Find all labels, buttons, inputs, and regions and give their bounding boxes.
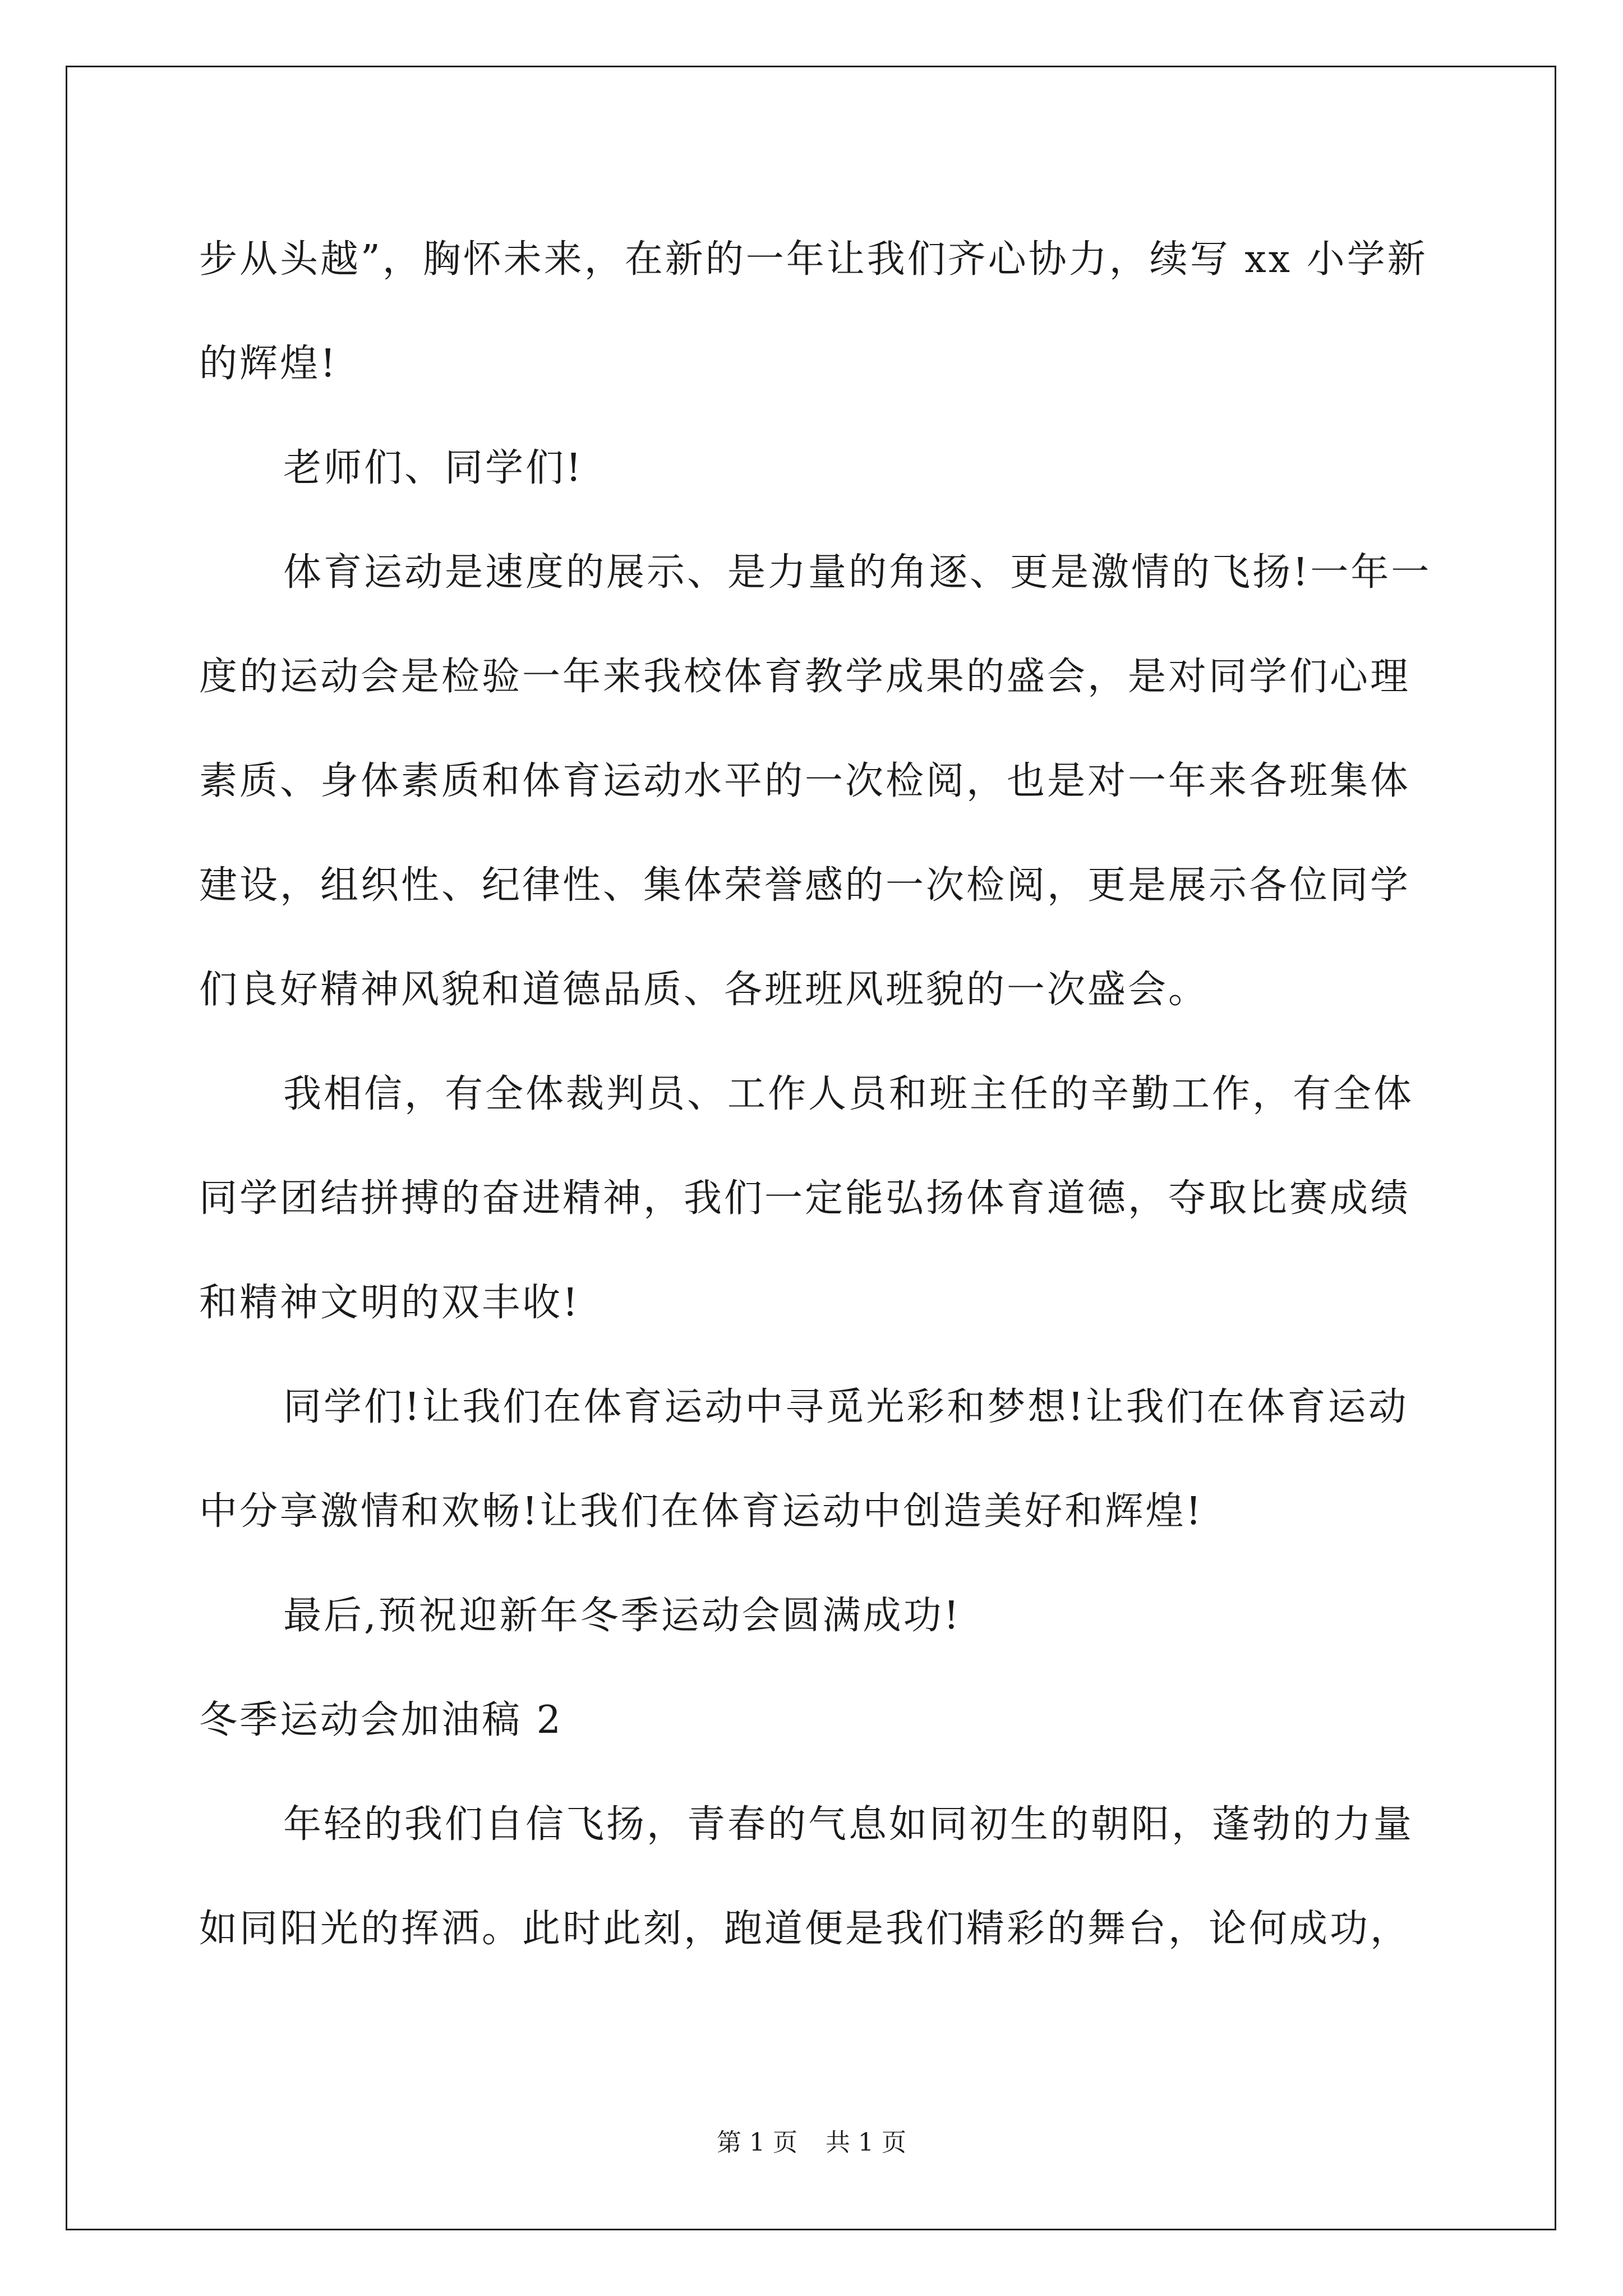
page-footer xyxy=(0,2126,1623,2160)
page-total: 共 1 页 xyxy=(826,2128,906,2157)
text-line: 同学团结拼搏的奋进精神，我们一定能弘扬体育道德，夺取比赛成绩 xyxy=(199,1176,1411,1221)
paragraph-start-line: 体育运动是速度的展示、是力量的角逐、更是激情的飞扬!一年一 xyxy=(283,550,1432,595)
text-line: 和精神文明的双丰收! xyxy=(199,1281,580,1325)
paragraph-start-line: 我相信，有全体裁判员、工作人员和班主任的辛勤工作，有全体 xyxy=(283,1072,1414,1116)
text-line: 素质、身体素质和体育运动水平的一次检阅，也是对一年来各班集体 xyxy=(199,759,1411,803)
greeting-line: 老师们、同学们! xyxy=(283,446,584,490)
section-heading: 冬季运动会加油稿 2 xyxy=(199,1698,563,1742)
text-line: 如同阳光的挥洒。此时此刻，跑道便是我们精彩的舞台，论何成功， xyxy=(199,1907,1411,1951)
document-body xyxy=(199,208,1433,1981)
page-number: 第 1 页 xyxy=(717,2128,797,2157)
text-line: 的辉煌! xyxy=(199,342,338,386)
text-line: 们良好精神风貌和道德品质、各班班风班貌的一次盛会。 xyxy=(199,968,1209,1012)
paragraph-start-line: 最后,预祝迎新年冬季运动会圆满成功! xyxy=(283,1594,961,1638)
text-line: 中分享激情和欢畅!让我们在体育运动中创造美好和辉煌! xyxy=(199,1489,1204,1534)
text-line: 度的运动会是检验一年来我校体育教学成果的盛会，是对同学们心理 xyxy=(199,655,1411,699)
text-line: 步从头越”，胸怀未来，在新的一年让我们齐心协力，续写 xx 小学新 xyxy=(199,237,1428,282)
paragraph-start-line: 年轻的我们自信飞扬，青春的气息如同初生的朝阳，蓬勃的力量 xyxy=(283,1802,1414,1847)
paragraph-start-line: 同学们!让我们在体育运动中寻觅光彩和梦想!让我们在体育运动 xyxy=(283,1385,1409,1429)
text-line: 建设，组织性、纪律性、集体荣誉感的一次检阅，更是展示各位同学 xyxy=(199,863,1411,908)
